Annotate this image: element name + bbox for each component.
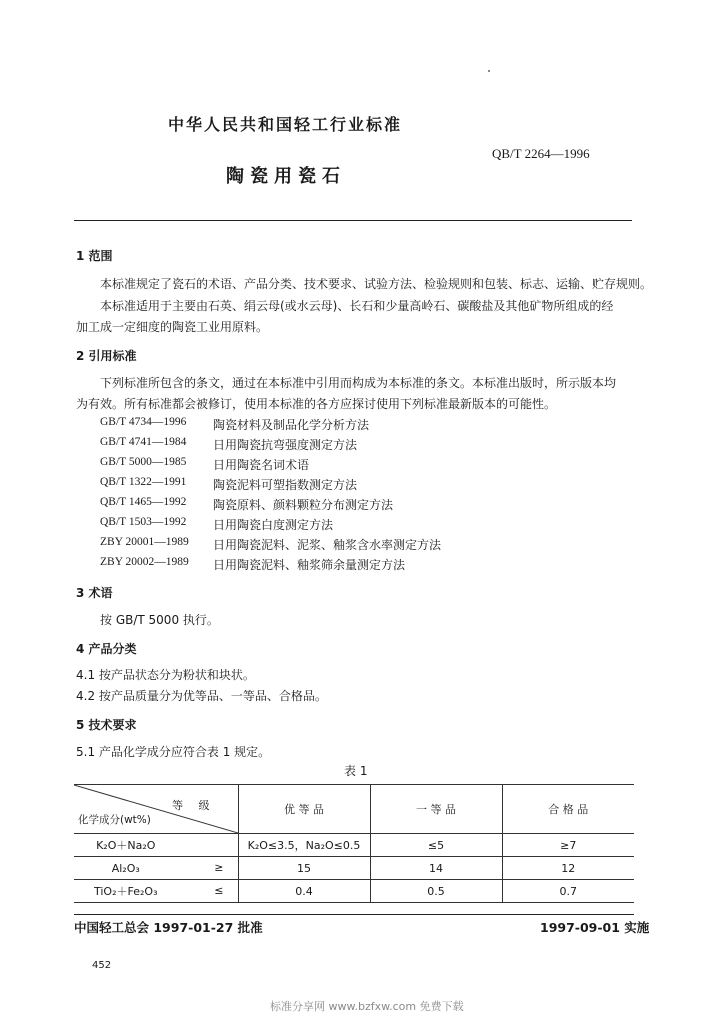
table-cell: 0.7	[502, 880, 634, 903]
table-cell: 0.4	[238, 880, 370, 903]
section-4-item-2: 4.2 按产品质量分为优等品、一等品、合格品。	[76, 689, 327, 703]
reference-code: ZBY 20002—1989	[100, 556, 189, 568]
column-header: 优 等 品	[238, 785, 370, 834]
issuing-organization: 中华人民共和国轻工行业标准	[168, 115, 403, 134]
footer-divider	[74, 914, 634, 915]
approval-statement: 中国轻工总会 1997-01-27 批准	[74, 920, 263, 935]
table-cell: ≤5	[370, 834, 502, 857]
standard-code: QB/T 2264—1996	[492, 146, 590, 161]
reference-code: GB/T 4734—1996	[100, 416, 187, 428]
document-title: 陶瓷用瓷石	[226, 166, 346, 187]
chemistry-header-label: 化学成分(wt%)	[78, 814, 151, 826]
table-cell: 12	[502, 857, 634, 880]
section-1-paragraph-2-line-2: 加工成一定细度的陶瓷工业用原料。	[76, 320, 269, 334]
reference-code: GB/T 5000—1985	[100, 456, 187, 468]
section-4-heading: 4 产品分类	[76, 642, 137, 656]
table-cell: 14	[370, 857, 502, 880]
table-caption: 表 1	[344, 764, 368, 778]
reference-title: 陶瓷材料及制品化学分析方法	[213, 418, 370, 432]
table-corner-cell	[74, 785, 238, 834]
table-cell: 0.5	[370, 880, 502, 903]
reference-code: QB/T 1465—1992	[100, 496, 187, 508]
table-row	[74, 857, 634, 880]
reference-code: QB/T 1322—1991	[100, 476, 187, 488]
column-header: 一 等 品	[370, 785, 502, 834]
section-3-heading: 3 术语	[76, 586, 113, 600]
row-label	[74, 834, 238, 857]
column-header: 合 格 品	[502, 785, 634, 834]
table-cell: 15	[238, 857, 370, 880]
reference-title: 陶瓷泥料可塑指数测定方法	[213, 478, 358, 492]
comparison-symbol: ≤	[214, 884, 224, 897]
section-4-item-1: 4.1 按产品状态分为粉状和块状。	[76, 668, 255, 682]
reference-title: 日用陶瓷白度测定方法	[213, 518, 334, 532]
reference-code: ZBY 20001—1989	[100, 536, 189, 548]
reference-title: 陶瓷原料、颜料颗粒分布测定方法	[213, 498, 394, 512]
page-number: 452	[92, 960, 112, 971]
implementation-date: 1997-09-01 实施	[540, 920, 650, 935]
reference-title: 日用陶瓷泥料、釉浆筛余量测定方法	[213, 558, 406, 572]
row-label	[74, 880, 238, 903]
reference-title: 日用陶瓷抗弯强度测定方法	[213, 438, 358, 452]
table-row	[74, 880, 634, 903]
table-header-row	[74, 785, 634, 834]
reference-title: 日用陶瓷名词术语	[213, 458, 310, 472]
table-cell: K₂O≤3.5，Na₂O≤0.5	[238, 834, 370, 857]
section-5-heading: 5 技术要求	[76, 718, 137, 732]
section-1-paragraph-2-line-1: 本标准适用于主要由石英、绢云母(或水云母)、长石和少量高岭石、碳酸盐及其他矿物所组成的经	[100, 299, 614, 313]
section-1-heading: 1 范围	[76, 249, 113, 263]
site-watermark: 标准分享网 www.bzfxw.com 免费下载	[270, 1000, 464, 1013]
row-label	[74, 857, 238, 880]
header-divider	[74, 220, 632, 221]
reference-code: QB/T 1503—1992	[100, 516, 187, 528]
section-2-paragraph-line-2: 为有效。所有标准都会被修订，使用本标准的各方应探讨使用下列标准最新版本的可能性。	[76, 397, 557, 411]
reference-code: GB/T 4741—1984	[100, 436, 187, 448]
chemical-composition-table	[74, 784, 634, 903]
component-name: Al₂O₃	[111, 861, 140, 875]
component-name: K₂O＋Na₂O	[96, 839, 156, 852]
section-3-paragraph: 按 GB/T 5000 执行。	[100, 613, 219, 627]
scan-speck	[488, 70, 490, 72]
reference-title: 日用陶瓷泥料、泥浆、釉浆含水率测定方法	[213, 538, 442, 552]
comparison-symbol: ≥	[214, 861, 224, 874]
table-cell: ≥7	[502, 834, 634, 857]
section-1-paragraph-1: 本标准规定了瓷石的术语、产品分类、技术要求、试验方法、检验规则和包装、标志、运输、贮存规则。	[100, 277, 653, 291]
table-row	[74, 834, 634, 857]
grade-header-label: 等 级	[172, 799, 216, 812]
component-name: TiO₂＋Fe₂O₃	[94, 885, 158, 898]
section-2-heading: 2 引用标准	[76, 349, 137, 363]
section-5-paragraph: 5.1 产品化学成分应符合表 1 规定。	[76, 745, 271, 759]
section-2-paragraph-line-1: 下列标准所包含的条文，通过在本标准中引用而构成为本标准的条文。本标准出版时，所示版本均	[100, 376, 617, 390]
